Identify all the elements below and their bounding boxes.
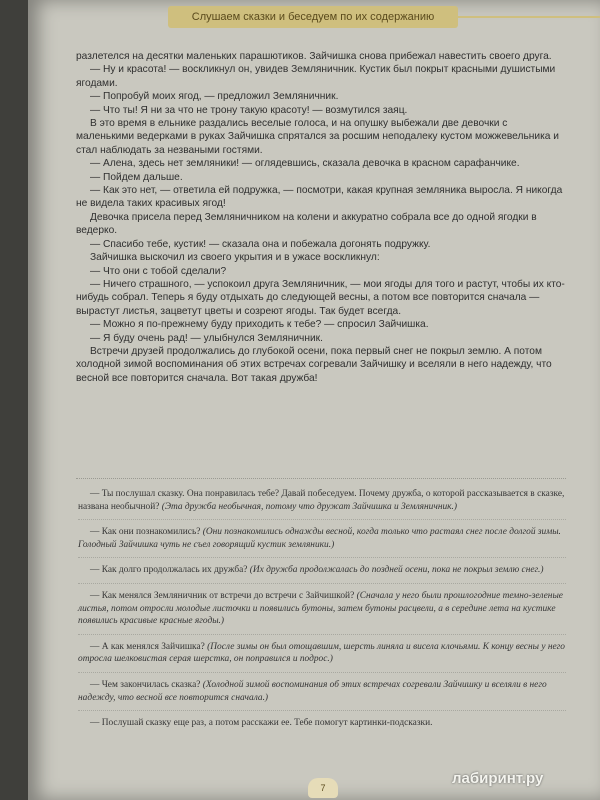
story-paragraph: Встречи друзей продолжались до глубокой осени, пока первый снег не покрыл землю. А потом холодной зимой воспоминания об этих встречах согревали Зайчишку и вселяли в него надежду, что весной все повторится сначала. Вот такая дружба! <box>76 345 552 384</box>
story-paragraph: — Можно я по-прежнему буду приходить к тебе? — спросил Зайчишка. <box>90 319 429 331</box>
book-page <box>28 0 600 800</box>
question-text: — Послушай сказку еще раз, а потом расскажи ее. Тебе помогут картинки-подсказки. <box>90 718 433 729</box>
question-text: — А как менялся Зайчишка? <box>90 641 205 652</box>
story-paragraph: — Как это нет, — ответила ей подружка, — посмотри, какая крупная земляника выросла. Я никогда не видела таких красивых ягод! <box>76 185 563 210</box>
question-item <box>78 717 566 730</box>
question-item <box>78 488 566 520</box>
story-paragraph: — Что они с тобой сделали? <box>90 265 227 277</box>
answer-text: (Эта дружба необычная, потому что дружат Зайчишка и Земляничник.) <box>161 501 458 512</box>
question-text: — Как менялся Земляничник от встречи до встречи с Зайчишкой? <box>90 590 355 601</box>
question-item <box>78 526 566 558</box>
discussion-questions <box>78 488 566 736</box>
story-paragraph: — Спасибо тебе, кустик! — сказала она и побежала догонять подружку. <box>90 238 431 250</box>
story-paragraph: — Пойдем дальше. <box>90 171 183 183</box>
answer-text: (Они познакомились однажды весной, когда только что растаял снег после долгой зимы. Голодный Зайчишка чуть не съел говорящий кустик земляники.) <box>78 527 561 550</box>
story-paragraph: — Алена, здесь нет земляники! — оглядевшись, сказала девочка в красном сарафанчике. <box>90 158 520 170</box>
question-item <box>78 564 566 584</box>
story-paragraph: — Что ты! Я ни за что не трону такую красоту! — возмутился заяц. <box>90 104 408 116</box>
story-paragraph: — Я буду очень рад! — улыбнулся Земляничник. <box>90 332 323 344</box>
watermark-logo: лабиринт.ру <box>452 770 544 787</box>
question-item <box>78 590 566 635</box>
header-rule <box>458 16 600 18</box>
section-header: Слушаем сказки и беседуем по их содержанию <box>168 6 458 28</box>
answer-text: (После зимы он был отощавшим, шерсть линяла и висела клочьями. К концу весны у него отросла шелковистая серая шерстка, он поправился и подрос.) <box>78 641 565 665</box>
story-paragraph: разлетелся на десятки маленьких парашютиков. Зайчишка снова прибежал навестить своего друга. <box>76 51 552 62</box>
story-paragraph: Зайчишка выскочил из своего укрытия и в ужасе воскликнул: <box>90 252 380 264</box>
page-number: 7 <box>308 778 338 798</box>
answer-text: (Холодной зимой воспоминания об этих встречах согревали Зайчишку и вселяли в него надежду, что весной все повторится сначала.) <box>78 679 547 703</box>
story-paragraph: — Ну и красота! — воскликнул он, увидев Земляничник. Кустик был покрыт красными душистыми ягодами. <box>76 64 556 89</box>
story-paragraph: — Попробуй моих ягод, — предложил Земляничник. <box>90 91 339 103</box>
question-text: — Как долго продолжалась их дружба? <box>90 565 248 576</box>
question-item <box>78 641 566 673</box>
question-text: — Чем закончилась сказка? <box>90 679 201 690</box>
story-paragraph: В это время в ельнике раздались веселые голоса, и на опушку выбежали две девочки с маленькими ведерками в руках Зайчишка спрятался за росшим неподалеку кустом можжевельника и стал наблюдать за незваными гостями. <box>76 118 559 156</box>
answer-text: (Сначала у него были прошлогодние темно-зеленые листья, потом отросли молодые листочки и появились бутоны, затем бутоны расцвели, а в середине лета на кустике появились красивые красные ягоды.) <box>78 590 563 627</box>
story-paragraph: Девочка присела перед Земляничником на колени и аккуратно собрала все до одной ягодки в ведерко. <box>76 211 537 237</box>
story-paragraph: — Ничего страшного, — успокоил друга Земляничник, — мои ягоды для того и растут, чтобы их кто-нибудь собрал. Теперь я буду отдыхать до следующей весны, а потом все повторится сначала — вырастут листья, зацветут цветы и созреют ягоды. Так будет всегда. <box>76 278 565 317</box>
story-text <box>76 50 566 385</box>
question-text: — Как они познакомились? <box>90 527 201 538</box>
section-divider <box>76 478 566 479</box>
answer-text: (Их дружба продолжалась до поздней осени, пока не покрыл землю снег.) <box>249 565 544 576</box>
question-text: — Ты послушал сказку. Она понравилась тебе? Давай побеседуем. Почему дружба, о которой рассказывается в сказке, названа необычной? <box>78 489 565 512</box>
question-item <box>78 679 566 711</box>
